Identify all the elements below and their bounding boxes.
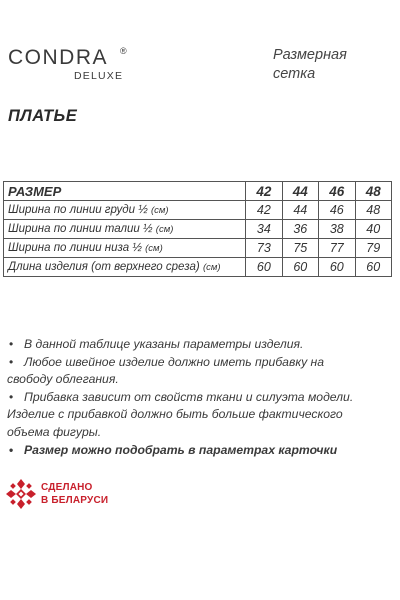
made-in-belarus-badge: [4, 477, 114, 513]
notes-list: [7, 336, 385, 459]
table-row: [4, 220, 392, 239]
note-text: Размер можно подобрать в параметрах карточки: [24, 442, 338, 457]
list-item: [7, 336, 385, 354]
list-item: [7, 442, 385, 460]
table-cell: 60: [282, 258, 318, 277]
table-row: [4, 239, 392, 258]
table-cell: 60: [355, 258, 391, 277]
table-cell: 36: [282, 220, 318, 239]
table-cell: 44: [282, 201, 318, 220]
note-text: Прибавка зависит от свойств ткани и силуэта модели.: [24, 389, 354, 404]
row-label-text: Ширина по линии талии ½: [8, 223, 153, 235]
bullet: •: [9, 389, 14, 404]
table-cell: 42: [246, 201, 282, 220]
badge-line-2: В БЕЛАРУСИ: [41, 495, 109, 506]
note-text-cont: Изделие с прибавкой должно быть больше фактического: [7, 407, 343, 422]
table-cell: 48: [355, 201, 391, 220]
brand-name: CONDRA: [8, 46, 109, 69]
product-title: ПЛАТЬЕ: [8, 107, 78, 125]
table-cell: 79: [355, 239, 391, 258]
size-chart-title: [273, 46, 398, 84]
row-unit: (см): [155, 224, 174, 235]
size-header-label: РАЗМЕР: [4, 182, 246, 201]
ornament-icon: [4, 477, 38, 511]
table-cell: 46: [319, 201, 355, 220]
row-label: [4, 201, 246, 220]
table-row: [4, 258, 392, 277]
brand-line: DELUXE: [74, 70, 124, 82]
table-cell: 60: [246, 258, 282, 277]
table-cell: 40: [355, 220, 391, 239]
row-label-text: Ширина по линии груди ½: [8, 204, 148, 216]
size-table-header: [4, 182, 392, 201]
size-header-42: 42: [246, 182, 282, 201]
table-cell: 38: [319, 220, 355, 239]
row-unit: (см): [150, 205, 169, 216]
list-item: [7, 354, 385, 389]
size-header-44: 44: [282, 182, 318, 201]
size-header-48: 48: [355, 182, 391, 201]
table-cell: 75: [282, 239, 318, 258]
note-text: В данной таблице указаны параметры изделия.: [24, 337, 304, 351]
registered-mark: ®: [120, 46, 127, 56]
table-cell: 34: [246, 220, 282, 239]
row-unit: (см): [145, 243, 163, 254]
row-label: [4, 258, 246, 277]
size-header-46: 46: [319, 182, 355, 201]
row-label-text: Ширина по линии низа ½: [8, 242, 142, 254]
badge-text: [41, 481, 108, 507]
bullet: •: [9, 442, 14, 457]
row-label: [4, 239, 246, 258]
bullet: •: [9, 337, 14, 351]
table-cell: 77: [319, 239, 355, 258]
note-text: Любое швейное изделие должно иметь прибавку на: [24, 354, 325, 369]
table-cell: 73: [246, 239, 282, 258]
list-item: [7, 389, 385, 442]
bullet: •: [9, 354, 14, 369]
brand-logo: [8, 46, 138, 86]
badge-line-1: СДЕЛАНО: [41, 482, 93, 493]
size-chart-title-line-2: сетка: [273, 66, 316, 82]
row-label-text: Длина изделия (от верхнего среза): [8, 261, 200, 273]
row-label: [4, 220, 246, 239]
row-unit: (см): [202, 262, 221, 273]
size-chart-title-line-1: Размерная: [273, 47, 347, 63]
note-text-cont: объема фигуры.: [7, 424, 102, 439]
note-text-cont: свободу облегания.: [7, 372, 119, 387]
table-row: [4, 201, 392, 220]
size-table: [3, 181, 392, 277]
table-cell: 60: [319, 258, 355, 277]
